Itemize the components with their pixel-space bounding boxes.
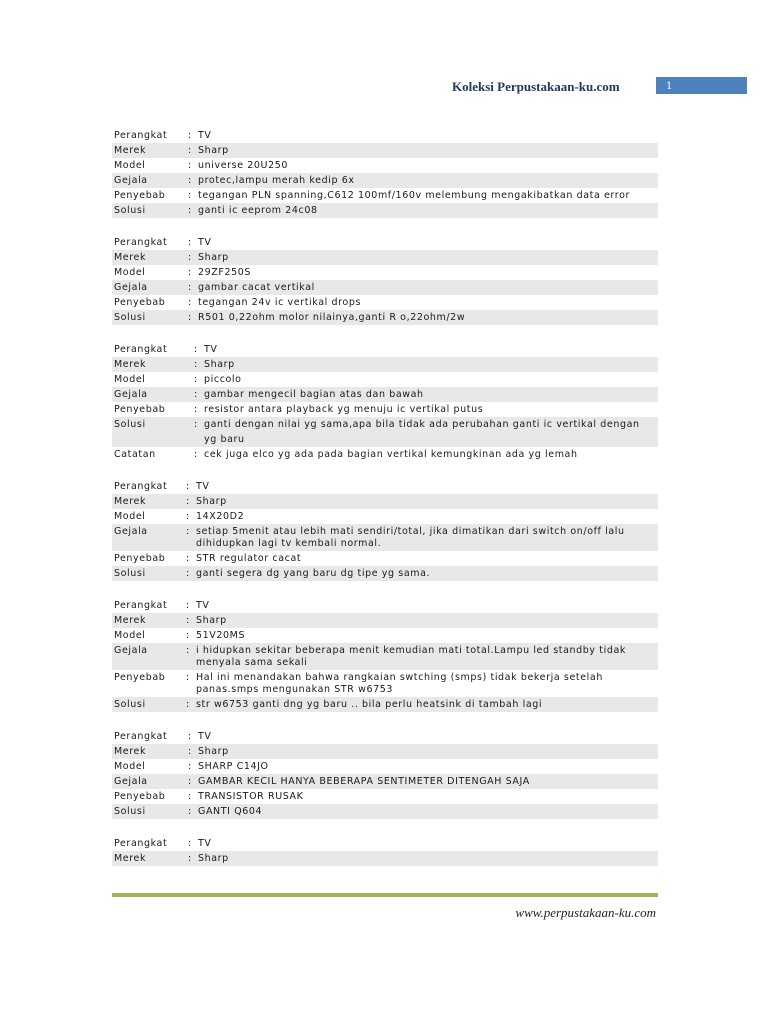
field-separator: : <box>194 389 198 400</box>
field-separator: : <box>188 205 192 216</box>
record-row-solusi <box>112 697 658 712</box>
field-separator: : <box>188 145 192 156</box>
field-value: TV <box>198 130 212 141</box>
field-label: Solusi <box>114 419 146 430</box>
field-separator: : <box>186 568 190 579</box>
record-row-penyebab <box>112 670 658 697</box>
field-value: Sharp <box>196 615 227 626</box>
field-value: gambar mengecil bagian atas dan bawah <box>204 389 424 400</box>
field-value: ganti dengan nilai yg sama,apa bila tidak ada perubahan ganti ic vertikal dengan yg baru <box>204 419 640 445</box>
field-value: tegangan PLN spanning,C612 100mf/160v melembung mengakibatkan data error <box>198 190 630 201</box>
field-label: Merek <box>114 615 147 626</box>
record-row-merek <box>112 744 658 759</box>
field-separator: : <box>194 419 198 430</box>
field-separator: : <box>186 600 190 611</box>
field-label: Perangkat <box>114 600 168 611</box>
field-label: Gejala <box>114 526 148 537</box>
field-separator: : <box>188 160 192 171</box>
field-value: R501 0,22ohm molor nilainya,ganti R o,22ohm/2w <box>198 312 466 323</box>
field-separator: : <box>186 526 190 537</box>
field-value: SHARP C14JO <box>198 761 269 772</box>
field-label: Merek <box>114 496 147 507</box>
field-value: Sharp <box>198 853 229 864</box>
field-value: TV <box>196 600 210 611</box>
record-row-merek <box>112 143 658 158</box>
field-separator: : <box>186 672 190 683</box>
field-value: resistor antara playback yg menuju ic vertikal putus <box>204 404 484 415</box>
field-label: Merek <box>114 252 147 263</box>
field-separator: : <box>186 481 190 492</box>
field-value: Sharp <box>198 746 229 757</box>
field-label: Merek <box>114 746 147 757</box>
field-label: Solusi <box>114 205 146 216</box>
field-value: Sharp <box>196 496 227 507</box>
field-separator: : <box>188 838 192 849</box>
field-value: ganti segera dg yang baru dg tipe yg sama. <box>196 568 431 579</box>
record-row-model <box>112 265 658 280</box>
field-label: Perangkat <box>114 237 168 248</box>
footer-divider <box>112 893 658 897</box>
field-separator: : <box>186 553 190 564</box>
field-label: Perangkat <box>114 481 168 492</box>
field-separator: : <box>188 853 192 864</box>
field-label: Gejala <box>114 389 148 400</box>
field-value: 14X20D2 <box>196 511 245 522</box>
record-row-solusi <box>112 203 658 218</box>
field-separator: : <box>188 806 192 817</box>
field-value: TV <box>198 731 212 742</box>
field-separator: : <box>188 791 192 802</box>
field-label: Penyebab <box>114 190 166 201</box>
record-row-model <box>112 158 658 173</box>
footer-url: www.perpustakaan-ku.com <box>515 905 656 920</box>
field-separator: : <box>186 615 190 626</box>
records-container <box>112 128 658 883</box>
record-row-model <box>112 759 658 774</box>
field-label: Model <box>114 160 146 171</box>
field-value: TV <box>196 481 210 492</box>
field-separator: : <box>188 190 192 201</box>
record-block <box>112 479 658 581</box>
record-row-merek <box>112 613 658 628</box>
field-value: GAMBAR KECIL HANYA BEBERAPA SENTIMETER DITENGAH SAJA <box>198 776 530 787</box>
record-row-solusi <box>112 804 658 819</box>
record-row-perangkat <box>112 836 658 851</box>
record-row-perangkat <box>112 235 658 250</box>
record-row-merek <box>112 250 658 265</box>
record-row-merek <box>112 494 658 509</box>
record-row-merek <box>112 357 658 372</box>
field-label: Model <box>114 374 146 385</box>
field-label: Gejala <box>114 282 148 293</box>
record-row-model <box>112 628 658 643</box>
field-separator: : <box>186 645 190 656</box>
record-row-solusi <box>112 417 658 447</box>
record-row-model <box>112 509 658 524</box>
field-value: gambar cacat vertikal <box>198 282 315 293</box>
field-label: Catatan <box>114 449 156 460</box>
field-value: TV <box>198 838 212 849</box>
field-label: Penyebab <box>114 791 166 802</box>
field-label: Gejala <box>114 645 148 656</box>
field-value: TV <box>204 344 218 355</box>
field-label: Solusi <box>114 312 146 323</box>
record-row-gejala <box>112 280 658 295</box>
record-row-penyebab <box>112 295 658 310</box>
page-number-box: 1 <box>656 77 747 94</box>
field-label: Perangkat <box>114 838 168 849</box>
field-label: Penyebab <box>114 297 166 308</box>
record-row-perangkat <box>112 479 658 494</box>
field-value: str w6753 ganti dng yg baru .. bila perlu heatsink di tambah lagi <box>196 699 543 710</box>
field-value: STR regulator cacat <box>196 553 302 564</box>
field-value: piccolo <box>204 374 242 385</box>
field-label: Model <box>114 630 146 641</box>
record-row-solusi <box>112 566 658 581</box>
record-block <box>112 235 658 325</box>
field-value: 51V20MS <box>196 630 246 641</box>
field-separator: : <box>186 511 190 522</box>
record-row-penyebab <box>112 789 658 804</box>
record-row-penyebab <box>112 188 658 203</box>
record-row-perangkat <box>112 598 658 613</box>
field-label: Merek <box>114 145 147 156</box>
field-separator: : <box>194 449 198 460</box>
field-separator: : <box>188 130 192 141</box>
field-value: universe 20U250 <box>198 160 289 171</box>
field-label: Gejala <box>114 175 148 186</box>
record-row-penyebab <box>112 402 658 417</box>
field-label: Solusi <box>114 806 146 817</box>
record-row-merek <box>112 851 658 866</box>
field-label: Model <box>114 511 146 522</box>
field-label: Perangkat <box>114 344 168 355</box>
field-separator: : <box>188 237 192 248</box>
record-row-penyebab <box>112 551 658 566</box>
record-row-perangkat <box>112 128 658 143</box>
field-separator: : <box>188 282 192 293</box>
record-row-gejala <box>112 643 658 670</box>
field-separator: : <box>188 267 192 278</box>
record-row-gejala <box>112 774 658 789</box>
field-separator: : <box>188 312 192 323</box>
field-value: setiap 5menit atau lebih mati sendiri/total, jika dimatikan dari switch on/off lalu dihidupkan lagi tv kembali normal. <box>196 526 625 549</box>
field-separator: : <box>194 344 198 355</box>
field-separator: : <box>188 746 192 757</box>
field-value: GANTI Q604 <box>198 806 263 817</box>
field-separator: : <box>194 374 198 385</box>
header-title: Koleksi Perpustakaan-ku.com <box>452 79 620 94</box>
field-label: Penyebab <box>114 672 166 683</box>
field-label: Penyebab <box>114 404 166 415</box>
field-separator: : <box>186 496 190 507</box>
field-label: Perangkat <box>114 130 168 141</box>
field-separator: : <box>186 699 190 710</box>
field-label: Model <box>114 761 146 772</box>
field-label: Penyebab <box>114 553 166 564</box>
record-row-perangkat <box>112 729 658 744</box>
field-separator: : <box>188 761 192 772</box>
field-separator: : <box>188 297 192 308</box>
record-row-perangkat <box>112 342 658 357</box>
field-separator: : <box>188 175 192 186</box>
record-block <box>112 729 658 819</box>
field-value: TV <box>198 237 212 248</box>
field-value: tegangan 24v ic vertikal drops <box>198 297 362 308</box>
field-separator: : <box>188 776 192 787</box>
field-value: Sharp <box>198 252 229 263</box>
field-value: protec,lampu merah kedip 6x <box>198 175 355 186</box>
field-value: Sharp <box>198 145 229 156</box>
record-block <box>112 598 658 712</box>
field-separator: : <box>194 404 198 415</box>
field-value: cek juga elco yg ada pada bagian vertikal kemungkinan ada yg lemah <box>204 449 578 460</box>
record-block <box>112 342 658 462</box>
field-value: 29ZF250S <box>198 267 252 278</box>
record-row-catatan <box>112 447 658 462</box>
record-row-model <box>112 372 658 387</box>
field-value: Hal ini menandakan bahwa rangkaian swtching (smps) tidak bekerja setelah panas.smps mengunakan STR w6753 <box>196 672 603 695</box>
record-block <box>112 836 658 866</box>
field-separator: : <box>188 252 192 263</box>
field-value: ganti ic eeprom 24c08 <box>198 205 318 216</box>
record-row-gejala <box>112 173 658 188</box>
record-row-solusi <box>112 310 658 325</box>
field-label: Perangkat <box>114 731 168 742</box>
field-separator: : <box>188 731 192 742</box>
record-row-gejala <box>112 524 658 551</box>
field-value: i hidupkan sekitar beberapa menit kemudian mati total.Lampu led standby tidak menyala sama sekali <box>196 645 626 668</box>
field-label: Gejala <box>114 776 148 787</box>
field-value: Sharp <box>204 359 235 370</box>
record-block <box>112 128 658 218</box>
field-label: Model <box>114 267 146 278</box>
field-label: Merek <box>114 853 147 864</box>
field-label: Solusi <box>114 568 146 579</box>
field-value: TRANSISTOR RUSAK <box>198 791 304 802</box>
record-row-gejala <box>112 387 658 402</box>
field-separator: : <box>186 630 190 641</box>
field-separator: : <box>194 359 198 370</box>
field-label: Solusi <box>114 699 146 710</box>
field-label: Merek <box>114 359 147 370</box>
